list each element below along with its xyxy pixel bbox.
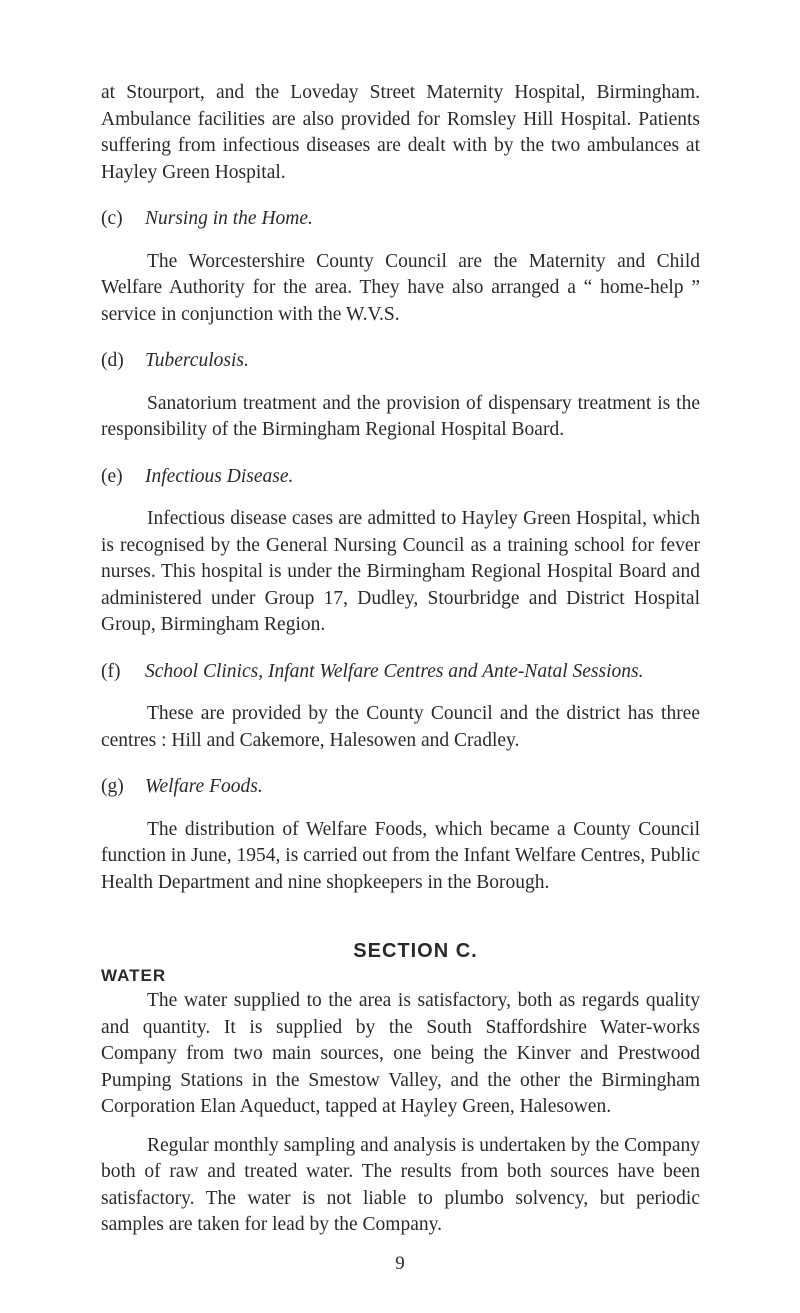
section-letter: (c) (101, 208, 123, 229)
water-paragraph-1: The water supplied to the area is satisfactory, both as regards quality and quantity. It is supplied by the South Staffordshire Water-works Company from two main sources, one being the Kinver and Prestwood Pumping Stations in the Smestow Valley, and the other the Birmingham Corporation Elan Aqueduct, tapped at Hayley Green, Halesowen. (101, 990, 700, 1117)
intro-paragraph: at Stourport, and the Loveday Street Maternity Hospital, Birmingham. Ambulance facilities are also provided for Romsley Hill Hospital. Patients suffering from infectious diseases are dealt with by the two ambulances at Hayley Green Hospital. (101, 82, 700, 183)
section-heading-tuberculosis (101, 348, 700, 375)
section-heading-nursing (101, 206, 700, 233)
section-body-welfare-foods: The distribution of Welfare Foods, which became a County Council function in June, 1954, is carried out from the Infant Welfare Centres, Public Health Department and nine shopkeepers in the Borough. (101, 818, 700, 893)
section-title: Nursing in the Home. (145, 208, 313, 229)
section-heading-infectious-disease (101, 464, 700, 491)
page-number: 9 (395, 1253, 405, 1274)
section-title: Infectious Disease. (145, 465, 294, 487)
section-heading-clinics (101, 659, 700, 686)
section-body-nursing: The Worcestershire County Council are the Maternity and Child Welfare Authority for the area. They have also arranged a “ home-help ” service in conjunction with the W.V.S. (101, 250, 700, 325)
section-body-clinics: These are provided by the County Council and the district has three centres : Hill and Cakemore, Halesowen and Cradley. (101, 703, 700, 751)
section-title: School Clinics, Infant Welfare Centres and Ante-Natal Sessions. (145, 660, 644, 682)
section-letter: (d) (101, 350, 124, 371)
section-letter: (e) (101, 465, 123, 487)
section-body-tuberculosis: Sanatorium treatment and the provision of dispensary treatment is the responsibility of the Birmingham Regional Hospital Board. (101, 392, 700, 440)
section-c-title: SECTION C. (353, 940, 478, 962)
section-letter: (f) (101, 660, 121, 682)
section-title: Tuberculosis. (145, 350, 249, 371)
section-heading-welfare-foods (101, 774, 700, 801)
water-paragraph-2: Regular monthly sampling and analysis is undertaken by the Company both of raw and treated water. The results from both sources have been satisfactory. The water is not liable to plumbo solvency, but periodic samples are taken for lead by the Company. (101, 1134, 700, 1235)
section-body-infectious-disease: Infectious disease cases are admitted to Hayley Green Hospital, which is recognised by the General Nursing Council as a training school for fever nurses. This hospital is under the Birmingham Regional Hospital Board and administered under Group 17, Dudley, Stourbridge and District Hospital Group, Birmingham Region. (101, 508, 700, 635)
section-letter: (g) (101, 776, 124, 797)
section-title: Welfare Foods. (145, 776, 263, 797)
water-subtitle: WATER (101, 966, 167, 985)
